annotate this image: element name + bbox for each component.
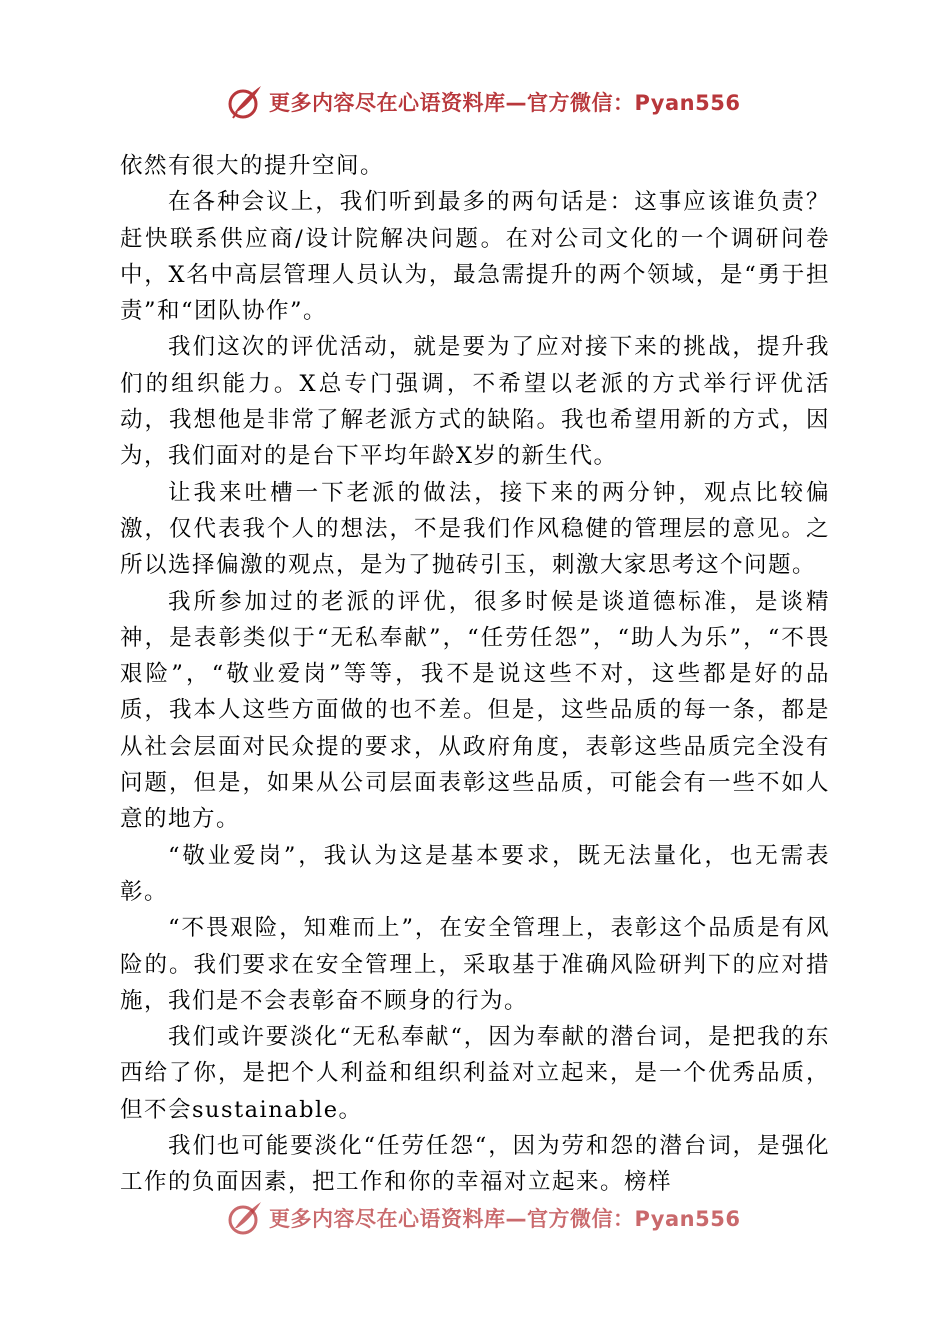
paragraph: 我们也可能要淡化“任劳任怨“，因为劳和怨的潜台词，是强化工作的负面因素，把工作和你的幸福对立起来。榜样	[120, 1133, 830, 1196]
paragraph: 我们或许要淡化“无私奉献“，因为奉献的潜台词，是把我的东西给了你，是把个人利益和组织利益对立起来，是一个优秀品质，但不会sustainable。	[120, 1024, 830, 1123]
paragraph: 在各种会议上，我们听到最多的两句话是：这事应该谁负责？赶快联系供应商/设计院解决问题。在对公司文化的一个调研问卷中，X名中高层管理人员认为，最急需提升的两个领域，是“勇于担责”和“团队协作”。	[120, 189, 830, 325]
paragraph-continuation: 依然有很大的提升空间。	[120, 153, 385, 179]
watermark-text: 更多内容尽在心语资料库—官方微信：Pyan556	[269, 91, 741, 115]
paragraph: 让我来吐槽一下老派的做法，接下来的两分钟，观点比较偏激，仅代表我个人的想法，不是我们作风稳健的管理层的意见。之所以选择偏激的观点，是为了抛砖引玉，刺激大家思考这个问题。	[120, 479, 830, 579]
footer-watermark	[225, 1200, 740, 1236]
quill-circle-icon	[225, 82, 265, 122]
document-body	[120, 148, 830, 1201]
paragraph: “敬业爱岗”，我认为这是基本要求，既无法量化，也无需表彰。	[120, 842, 830, 905]
paragraph: “不畏艰险，知难而上”，在安全管理上，表彰这个品质是有风险的。我们要求在安全管理上，采取基于准确风险研判下的应对措施，我们是不会表彰奋不顾身的行为。	[120, 915, 830, 1014]
paragraph: 我们这次的评优活动，就是要为了应对接下来的挑战，提升我们的组织能力。X总专门强调，不希望以老派的方式举行评优活动，我想他是非常了解老派方式的缺陷。我也希望用新的方式，因为，我们面对的是台下平均年龄X岁的新生代。	[120, 334, 830, 470]
header-watermark	[225, 80, 740, 124]
watermark-text: 更多内容尽在心语资料库—官方微信：Pyan556	[269, 1207, 741, 1231]
paragraph: 我所参加过的老派的评优，很多时候是谈道德标准，是谈精神，是表彰类似于“无私奉献”，“任劳任怨”，“助人为乐”，“不畏艰险”，“敬业爱岗”等等，我不是说这些不对，这些都是好的品质，我本人这些方面做的也不差。但是，这些品质的每一条，都是从社会层面对民众提的要求，从政府角度，表彰这些品质完全没有问题，但是，如果从公司层面表彰这些品质，可能会有一些不如人意的地方。	[120, 588, 830, 833]
quill-circle-icon	[225, 1200, 265, 1236]
